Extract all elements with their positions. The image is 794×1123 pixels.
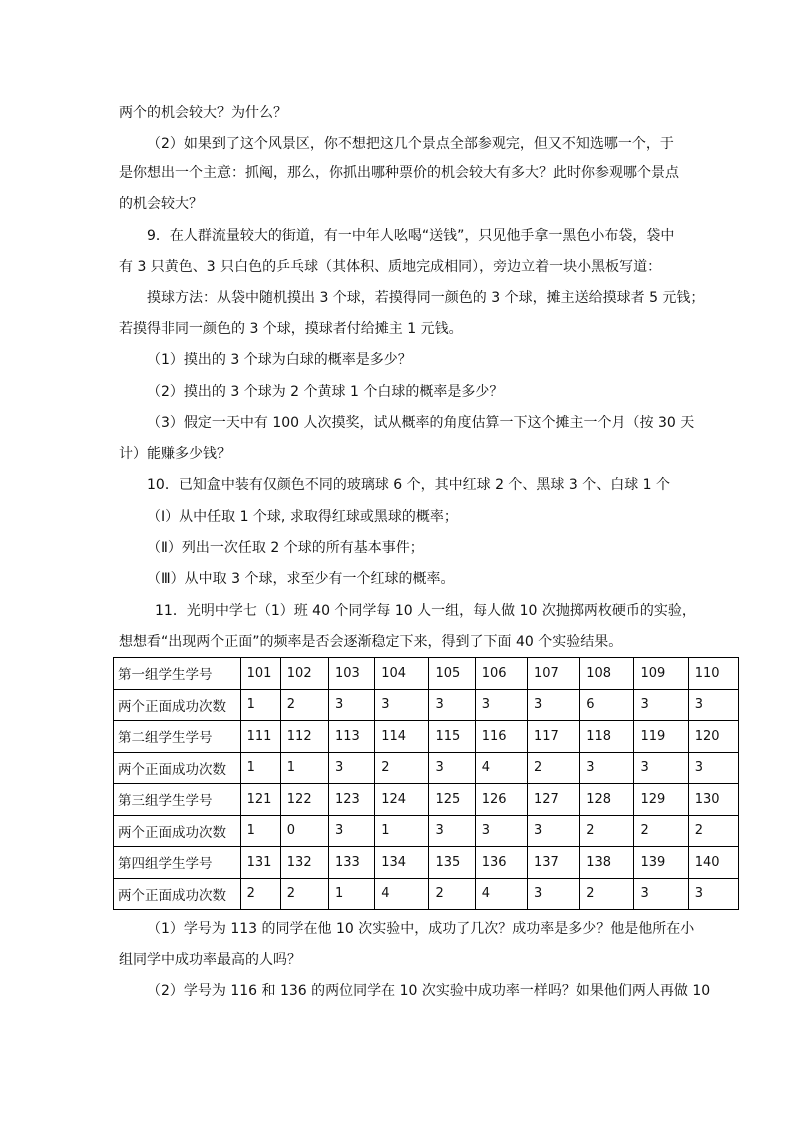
table-cell: 105 (429, 658, 475, 690)
table-cell: 117 (527, 721, 579, 753)
table-cell: 3 (688, 752, 738, 784)
text-line: 的机会较大？ (119, 196, 203, 212)
table-cell: 3 (634, 878, 688, 910)
row-label: 两个正面成功次数 (114, 689, 241, 721)
table-row (114, 689, 739, 721)
table-cell: 109 (634, 658, 688, 690)
question-10-part-2: （Ⅱ）列出一次任取 2 个球的所有基本事件； (147, 540, 424, 556)
table-cell: 106 (475, 658, 527, 690)
experiment-results-table (113, 657, 739, 910)
row-label: 第四组学生学号 (114, 847, 241, 879)
table-cell: 123 (329, 784, 375, 816)
table-cell: 3 (688, 689, 738, 721)
table-cell: 1 (240, 815, 280, 847)
table-cell: 3 (329, 689, 375, 721)
question-9-part-2: （2）摸出的 3 个球为 2 个黄球 1 个白球的概率是多少？ (147, 384, 504, 400)
question-10-stem: 10．已知盒中装有仅颜色不同的玻璃球 6 个，其中红球 2 个、黑球 3 个、白球 1 个 (147, 477, 671, 493)
table-cell: 2 (580, 878, 634, 910)
text-line: 摸球方法：从袋中随机摸出 3 个球，若摸得同一颜色的 3 个球，摊主送给摸球者 5 元钱； (147, 290, 705, 306)
table-cell: 1 (240, 752, 280, 784)
table-cell: 2 (375, 752, 429, 784)
table-cell: 113 (329, 721, 375, 753)
table-row (114, 815, 739, 847)
table-cell: 137 (527, 847, 579, 879)
table-cell: 102 (280, 658, 328, 690)
text-line: 计）能赚多少钱？ (119, 446, 231, 462)
question-10-part-3: （Ⅲ）从中取 3 个球，求至少有一个红球的概率。 (147, 571, 455, 587)
question-11-stem: 11．光明中学七（1）班 40 个同学每 10 人一组，每人做 10 次抛掷两枚硬币的实验， (155, 603, 696, 619)
table-cell: 129 (634, 784, 688, 816)
row-label: 两个正面成功次数 (114, 815, 241, 847)
text-line: 有 3 只黄色、3 只白色的乒乓球（其体积、质地完成相同），旁边立着一块小黑板写道： (119, 259, 662, 275)
table-cell: 2 (280, 878, 328, 910)
table-cell: 4 (475, 878, 527, 910)
table-cell: 134 (375, 847, 429, 879)
table-cell: 140 (688, 847, 738, 879)
question-10-part-1: （Ⅰ）从中任取 1 个球, 求取得红球或黑球的概率； (147, 509, 458, 525)
table-cell: 3 (475, 815, 527, 847)
table-row (114, 752, 739, 784)
table-cell: 2 (280, 689, 328, 721)
table-cell: 119 (634, 721, 688, 753)
table-cell: 3 (429, 752, 475, 784)
table-cell: 3 (634, 689, 688, 721)
table-cell: 3 (375, 689, 429, 721)
table-cell: 104 (375, 658, 429, 690)
table-cell: 4 (475, 752, 527, 784)
table-cell: 2 (688, 815, 738, 847)
text-line: 两个的机会较大？为什么？ (119, 105, 287, 121)
table-cell: 2 (527, 752, 579, 784)
table-cell: 1 (375, 815, 429, 847)
table-cell: 127 (527, 784, 579, 816)
table-cell: 124 (375, 784, 429, 816)
row-label: 两个正面成功次数 (114, 878, 241, 910)
table-cell: 3 (475, 689, 527, 721)
table-cell: 3 (329, 752, 375, 784)
text-line: 组同学中成功率最高的人吗？ (119, 952, 301, 968)
table-cell: 126 (475, 784, 527, 816)
table-row (114, 658, 739, 690)
text-line: 若摸得非同一颜色的 3 个球，摸球者付给摊主 1 元钱。 (119, 321, 463, 337)
table-row (114, 721, 739, 753)
table-cell: 114 (375, 721, 429, 753)
table-cell: 108 (580, 658, 634, 690)
table-row (114, 784, 739, 816)
table-cell: 131 (240, 847, 280, 879)
table-cell: 3 (329, 815, 375, 847)
question-11-part-1: （1）学号为 113 的同学在他 10 次实验中，成功了几次？成功率是多少？他是他所在小 (147, 921, 695, 937)
table-row (114, 878, 739, 910)
row-label: 第一组学生学号 (114, 658, 241, 690)
table-cell: 133 (329, 847, 375, 879)
table-cell: 3 (580, 752, 634, 784)
table-cell: 139 (634, 847, 688, 879)
table-cell: 112 (280, 721, 328, 753)
table-cell: 121 (240, 784, 280, 816)
table-cell: 3 (527, 878, 579, 910)
table-cell: 120 (688, 721, 738, 753)
table-cell: 128 (580, 784, 634, 816)
table-cell: 138 (580, 847, 634, 879)
table-cell: 1 (280, 752, 328, 784)
table-cell: 2 (429, 878, 475, 910)
table-cell: 3 (634, 752, 688, 784)
question-9-stem: 9．在人群流量较大的街道，有一中年人吆喝“送钱”，只见他手拿一黑色小布袋，袋中 (147, 228, 675, 244)
table-cell: 136 (475, 847, 527, 879)
table-cell: 122 (280, 784, 328, 816)
table-cell: 3 (429, 689, 475, 721)
row-label: 第三组学生学号 (114, 784, 241, 816)
question-11-part-2: （2）学号为 116 和 136 的两位同学在 10 次实验中成功率一样吗？如果他们两人再做 10 (147, 983, 711, 999)
text-line: （2）如果到了这个风景区，你不想把这几个景点全部参观完，但又不知选哪一个，于 (147, 136, 674, 152)
table-cell: 107 (527, 658, 579, 690)
table-cell: 116 (475, 721, 527, 753)
table-cell: 103 (329, 658, 375, 690)
table-cell: 3 (688, 878, 738, 910)
table-cell: 111 (240, 721, 280, 753)
table-cell: 6 (580, 689, 634, 721)
question-9-part-1: （1）摸出的 3 个球为白球的概率是多少？ (147, 352, 412, 368)
table-cell: 3 (527, 815, 579, 847)
table-cell: 0 (280, 815, 328, 847)
table-cell: 118 (580, 721, 634, 753)
table-cell: 3 (527, 689, 579, 721)
table-cell: 2 (580, 815, 634, 847)
table-cell: 135 (429, 847, 475, 879)
table-row (114, 847, 739, 879)
row-label: 第二组学生学号 (114, 721, 241, 753)
table-cell: 110 (688, 658, 738, 690)
table-cell: 3 (429, 815, 475, 847)
table-cell: 4 (375, 878, 429, 910)
table-cell: 115 (429, 721, 475, 753)
table-cell: 2 (240, 878, 280, 910)
table-cell: 2 (634, 815, 688, 847)
table-cell: 101 (240, 658, 280, 690)
table-cell: 1 (329, 878, 375, 910)
text-line: 想想看“出现两个正面”的频率是否会逐渐稳定下来，得到了下面 40 个实验结果。 (119, 634, 623, 650)
table-cell: 1 (240, 689, 280, 721)
question-9-part-3: （3）假定一天中有 100 人次摸奖，试从概率的角度估算一下这个摊主一个月（按 30 天 (147, 415, 695, 431)
text-line: 是你想出一个主意：抓阄，那么，你抓出哪种票价的机会较大有多大？此时你参观哪个景点 (119, 165, 679, 181)
table-cell: 132 (280, 847, 328, 879)
row-label: 两个正面成功次数 (114, 752, 241, 784)
table-cell: 130 (688, 784, 738, 816)
table-cell: 125 (429, 784, 475, 816)
